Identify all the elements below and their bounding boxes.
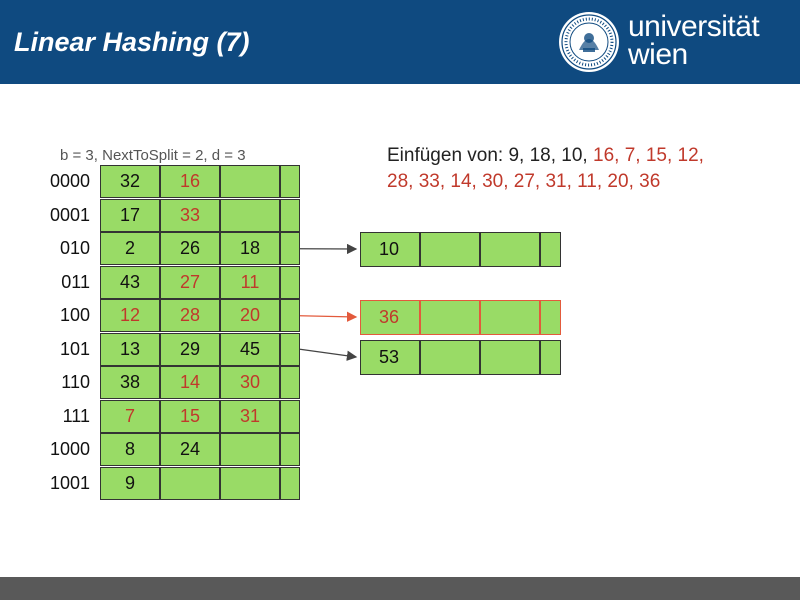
overflow-pointer-arrow (300, 349, 356, 357)
bucket-slot: 30 (220, 366, 280, 399)
bucket-slot: 13 (100, 333, 160, 366)
bucket-slot: 8 (100, 433, 160, 466)
bucket-slot: 32 (100, 165, 160, 198)
bucket-slot: 11 (220, 266, 280, 299)
wordmark-line-1: universität (628, 10, 760, 43)
bucket-slot: 18 (220, 232, 280, 265)
pending-keys-line-1: 16, 7, 15, 12, (593, 145, 704, 166)
bucket-pointer-slot (280, 400, 300, 433)
bucket-address-label: 010 (59, 238, 90, 258)
bucket-address-label: 101 (59, 338, 90, 359)
bucket-slot: 29 (160, 333, 220, 366)
bucket-address-label: 0001 (49, 204, 90, 225)
overflow-slot: 10 (360, 232, 420, 267)
bucket-address-label: 011 (61, 271, 90, 292)
bucket-slot (220, 433, 280, 466)
bucket-slot: 43 (100, 266, 160, 299)
bucket-slot: 38 (100, 366, 160, 399)
inserted-keys: 9, 18, 10, (508, 145, 588, 166)
bucket-pointer-slot (280, 299, 300, 332)
bucket-pointer-slot (280, 467, 300, 500)
overflow-bucket (360, 232, 561, 267)
parameters-label: b = 3, NextToSplit = 2, d = 3 (60, 147, 246, 164)
overflow-slot (420, 340, 480, 375)
pending-keys-line-2: 28, 33, 14, 30, 27, 31, 11, 20, 36 (387, 171, 661, 192)
bucket-address-label: 111 (62, 405, 90, 426)
overflow-slot: 53 (360, 340, 420, 375)
bucket-slot: 27 (160, 266, 220, 299)
bucket-address-label: 1001 (49, 472, 90, 493)
bucket-pointer-slot (280, 333, 300, 366)
bucket-slot (220, 165, 280, 198)
overflow-bucket (360, 300, 561, 335)
wordmark-line-2: wien (628, 38, 688, 71)
bucket-pointer-slot (280, 165, 300, 198)
overflow-pointer-slot (540, 232, 561, 267)
bucket-slot: 26 (160, 232, 220, 265)
bucket-address-label: 110 (61, 372, 90, 392)
bucket-slot: 28 (160, 299, 220, 332)
bucket-slot: 16 (160, 165, 220, 198)
bucket-address-label: 100 (59, 305, 90, 325)
bucket-slot: 14 (160, 366, 220, 399)
bucket-pointer-slot (280, 433, 300, 466)
overflow-slot: 36 (360, 300, 420, 335)
bucket-slot: 7 (100, 400, 160, 433)
insert-prefix: Einfügen von: (387, 145, 504, 166)
bucket-pointer-slot (280, 266, 300, 299)
overflow-slot (420, 300, 480, 335)
bucket-slot: 2 (100, 232, 160, 265)
bucket-address-label: 0000 (49, 171, 90, 191)
overflow-slot (480, 300, 540, 335)
bucket-address-label: 1000 (49, 439, 90, 459)
overflow-slot (480, 340, 540, 375)
bucket-slot: 15 (160, 400, 220, 433)
bucket-slot: 17 (100, 199, 160, 232)
bucket-slot: 31 (220, 400, 280, 433)
overflow-slot (420, 232, 480, 267)
bucket-slot: 33 (160, 199, 220, 232)
overflow-pointer-slot (540, 300, 561, 335)
overflow-pointer-slot (540, 340, 561, 375)
bucket-slot: 24 (160, 433, 220, 466)
bucket-slot: 9 (100, 467, 160, 500)
footer-bar (0, 577, 800, 600)
bucket-pointer-slot (280, 366, 300, 399)
bucket-pointer-slot (280, 199, 300, 232)
bucket-pointer-slot (280, 232, 300, 265)
overflow-slot (480, 232, 540, 267)
bucket-slot (220, 199, 280, 232)
bucket-slot (160, 467, 220, 500)
bucket-slot: 20 (220, 299, 280, 332)
bucket-slot: 45 (220, 333, 280, 366)
bucket-slot: 12 (100, 299, 160, 332)
bucket-slot (220, 467, 280, 500)
bucket-table (100, 165, 300, 500)
overflow-bucket (360, 340, 561, 375)
slide-title: Linear Hashing (7) (14, 27, 250, 57)
overflow-pointer-arrow (300, 316, 356, 317)
